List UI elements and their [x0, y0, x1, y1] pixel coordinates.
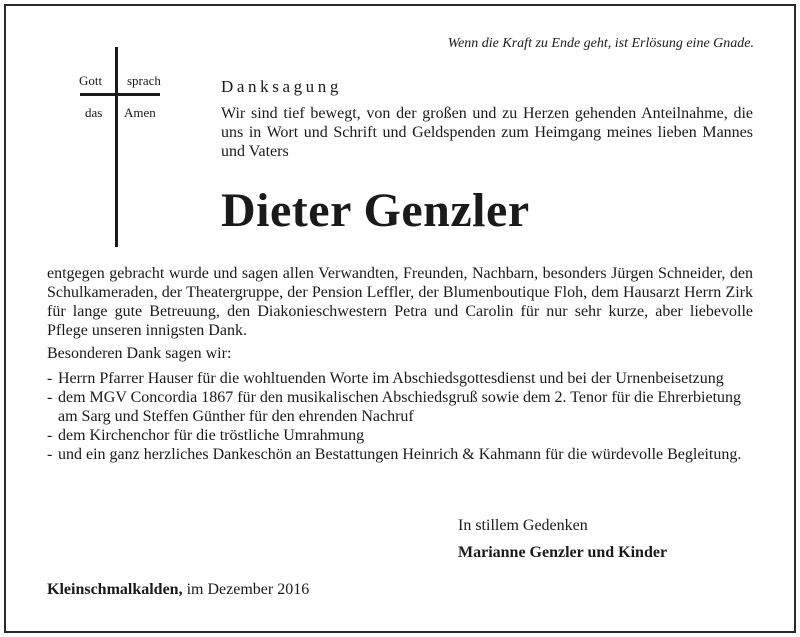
list-item-text: dem MGV Concordia 1867 für den musikalischen Abschiedsgruß sowie dem 2. Tenor für die Ehrerbietung am Sarg und Steffen Günther für den ehrenden Nachruf — [58, 389, 742, 425]
place: Kleinschmalkalden, — [47, 581, 183, 598]
special-thanks-heading: Besonderen Dank sagen wir: — [47, 345, 232, 362]
signers: Marianne Genzler und Kinder — [458, 544, 668, 561]
cross-word-bottom-left: das — [85, 105, 103, 120]
intro-text: Wir sind tief bewegt, von der großen und zu Herzen gehenden Anteilnahme, die uns in Wort und Schrift und Geldspenden zum Heimgang meines lieben Mannes und Vaters — [221, 105, 753, 160]
heading: Danksagung — [221, 77, 342, 96]
list-item-text: Herrn Pfarrer Hauser für die wohltuenden Worte im Abschiedsgottesdienst und bei der Urnenbeisetzung — [58, 370, 724, 387]
list-item — [47, 369, 753, 388]
body-text: entgegen gebracht wurde und sagen allen Verwandten, Freunden, Nachbarn, besonders Jürgen Schneider, den Schulkameraden, der Theatergruppe, der Pension Leffler, der Blumenboutique Floh, dem Hausarzt Herrn Zirk für lange gute Betreuung, den Diakonieschwestern Petra und Carolin für nur sehr kurze, aber liebevolle Pflege unseren innigsten Dank. — [47, 265, 753, 339]
list-item — [47, 445, 753, 464]
list-item — [47, 388, 753, 426]
closing-text: In stillem Gedenken — [458, 517, 588, 534]
place-and-date — [47, 581, 309, 599]
list-item-text: dem Kirchenchor für die tröstliche Umrahmung — [58, 427, 365, 444]
motto: Wenn die Kraft zu Ende geht, ist Erlösung eine Gnade. — [447, 36, 754, 51]
bullet-dash: - — [47, 427, 53, 444]
bullet-dash: - — [47, 446, 53, 463]
cross-vertical-bar — [115, 47, 118, 247]
list-item — [47, 426, 753, 445]
cross-word-top-right: sprach — [127, 73, 161, 88]
cross-word-top-left: Gott — [79, 73, 103, 88]
deceased-name: Dieter Genzler — [221, 184, 530, 237]
bullet-dash: - — [47, 370, 53, 387]
date: im Dezember 2016 — [182, 581, 310, 598]
cross-horizontal-bar — [80, 93, 160, 96]
cross-word-bottom-right: Amen — [124, 105, 156, 120]
special-thanks-list — [47, 369, 753, 464]
bullet-dash: - — [47, 389, 53, 406]
list-item-text: und ein ganz herzliches Dankeschön an Bestattungen Heinrich & Kahmann für die würdevolle Begleitung. — [58, 446, 742, 463]
